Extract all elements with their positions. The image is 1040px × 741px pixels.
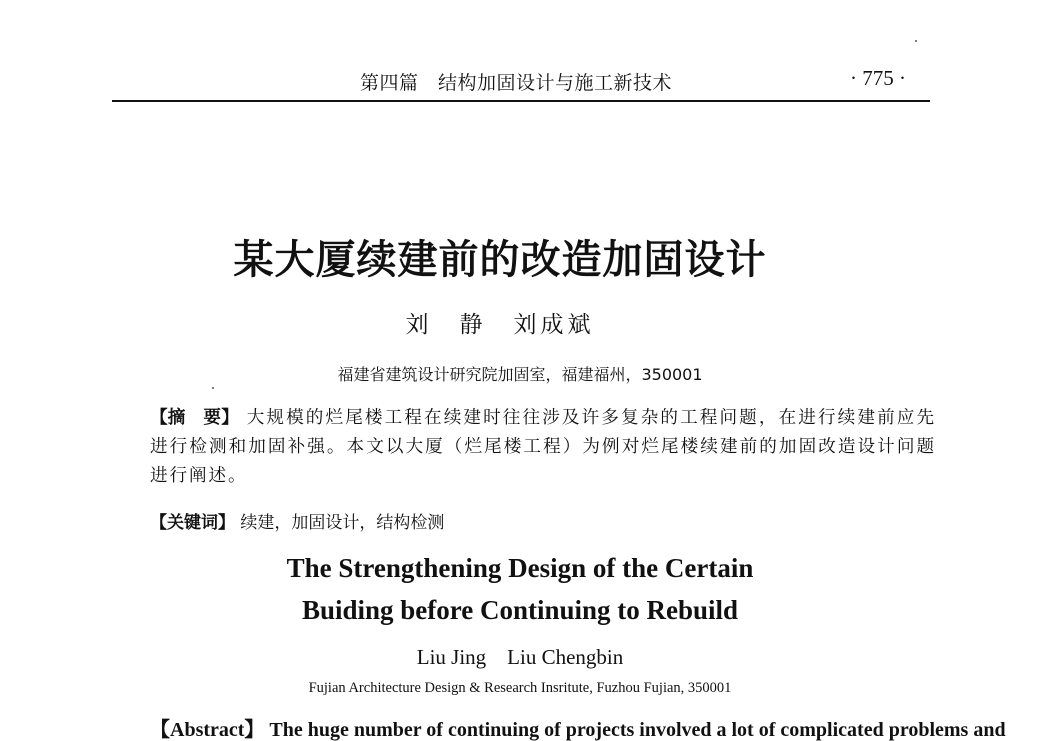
section-title: 第四篇 结构加固设计与施工新技术	[360, 72, 673, 94]
abstract	[150, 404, 936, 491]
english-abstract-cutoff	[150, 719, 1006, 741]
keywords-label: 【关键词】	[150, 513, 235, 533]
english-affiliation: Fujian Architecture Design & Research Insritute, Fuzhou Fujian, 350001	[308, 680, 732, 696]
keywords-text: 续建，加固设计，结构检测	[240, 513, 445, 533]
abstract-text: 大规模的烂尾楼工程在续建时往往涉及许多复杂的工程问题，在进行续建前应先进行检测和加固补强。本文以大厦（烂尾楼工程）为例对烂尾楼续建前的加固改造设计问题进行阐述。	[150, 408, 936, 486]
article-title: 某大厦续建前的改造加固设计	[233, 236, 767, 283]
abstract-label: 【摘 要】	[150, 408, 239, 428]
authors: 刘 静 刘成斌	[405, 312, 595, 338]
affiliation: 福建省建筑设计研究院加固室，福建福州，350001	[337, 365, 703, 384]
scan-speck	[212, 387, 214, 389]
keywords	[150, 508, 444, 533]
english-abstract-text: 【Abstract】 The huge number of continuing of projects involved a lot of complicated problems and	[150, 719, 1006, 741]
page-number: · 775 ·	[850, 66, 906, 90]
english-title-line-1: The Strengthening Design of the Certain	[286, 553, 754, 583]
english-authors: Liu Jing Liu Chengbin	[416, 645, 624, 669]
scan-speck	[915, 40, 917, 42]
running-header	[112, 64, 930, 102]
english-title-line-2: Buiding before Continuing to Rebuild	[301, 595, 739, 625]
